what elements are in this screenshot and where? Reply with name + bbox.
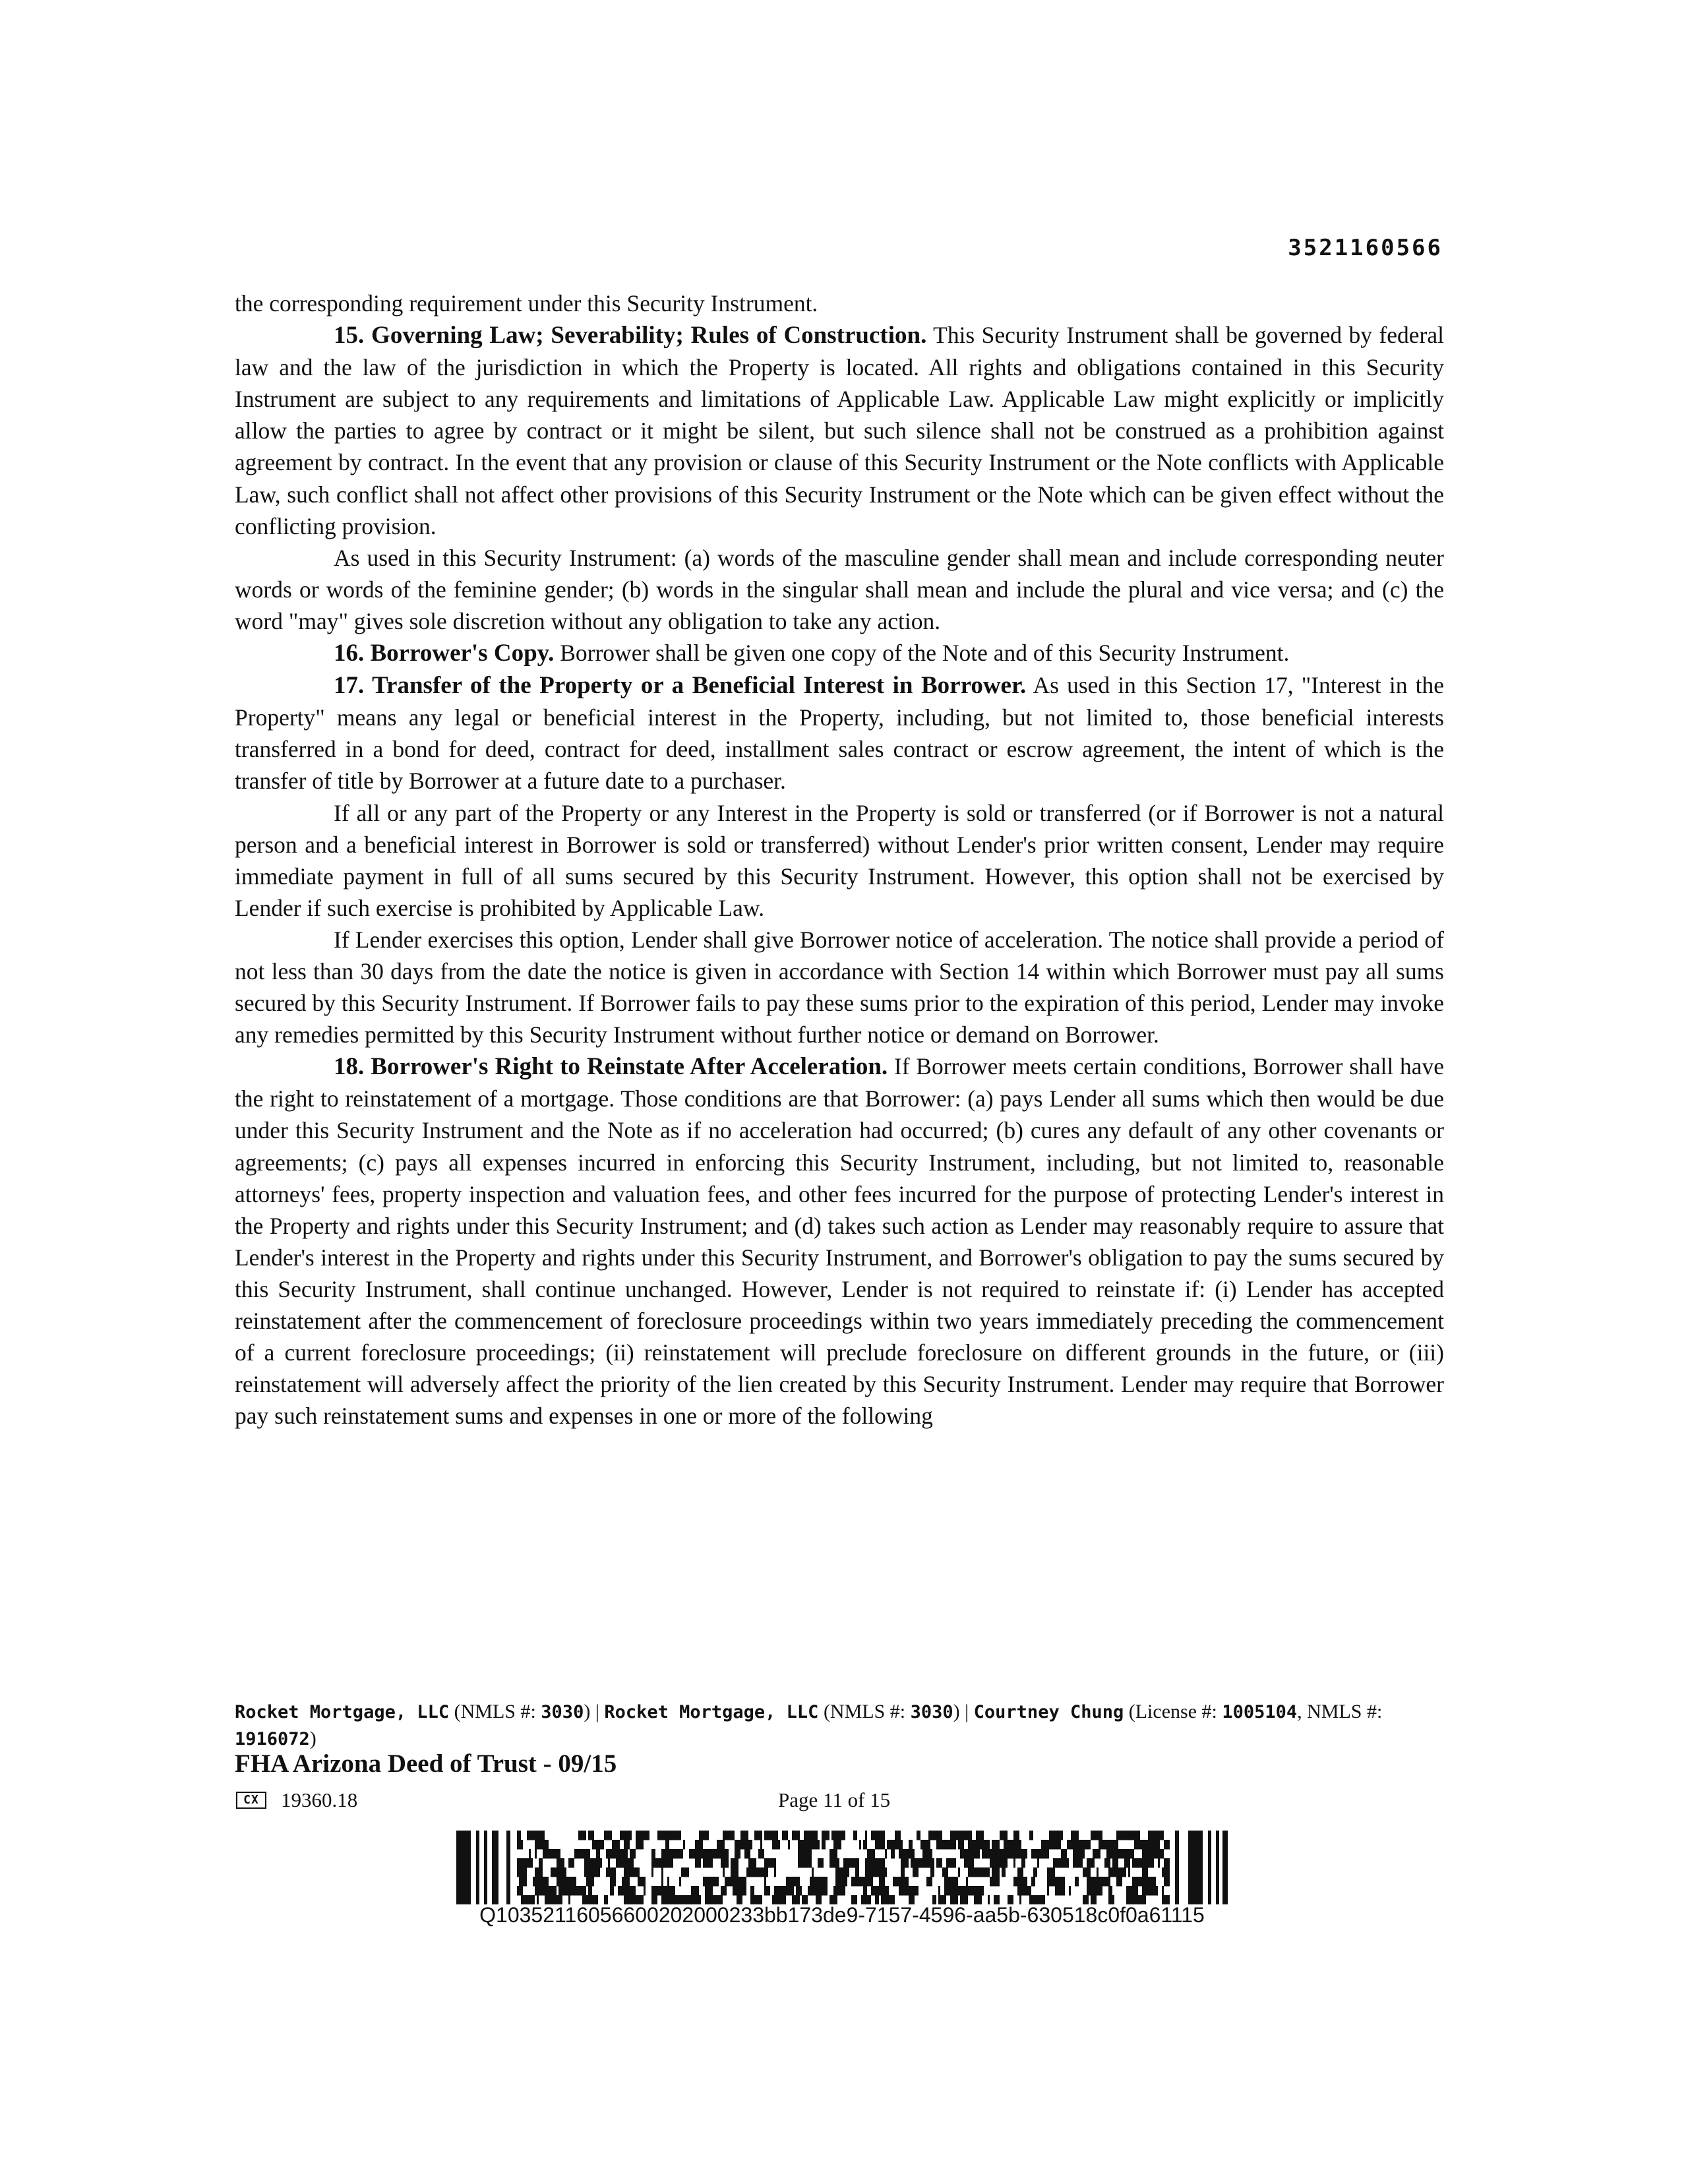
license-label: (License #: xyxy=(1124,1701,1222,1722)
nmls-label-3: , NMLS #: xyxy=(1297,1701,1383,1722)
lender-name-2: Rocket Mortgage, LLC xyxy=(604,1702,819,1722)
license-number: 1005104 xyxy=(1222,1702,1298,1722)
form-title: FHA Arizona Deed of Trust - 09/15 xyxy=(235,1749,617,1778)
originator-name: Courtney Chung xyxy=(973,1702,1124,1722)
section-18-text: If Borrower meets certain conditions, Borrower shall have the right to reinstatement of a mortgage. Those conditions are that Borrower: (a) pays Lender all sums which then would be due under this Security Instrument and the Note as if no acceleration had occurred; (b) cures any default of any other covenants or agreements; (c) pays all expenses incurred in enforcing this Security Instrument, including, but not limited to, reasonable attorneys' fees, property inspection and valuation fees, and other fees incurred for the purpose of protecting Lender's interest in the Property and rights under this Security Instrument; and (d) takes such action as Lender may reasonably require to assure that Lender's interest in the Property and rights under this Security Instrument, and Borrower's obligation to pay the sums secured by this Security Instrument, shall continue unchanged. However, Lender is not required to reinstate if: (i) Lender has accepted reinstatement after the commencement of foreclosure proceedings within two years immediately preceding the commencement of a current foreclosure proceedings; (ii) reinstatement will preclude foreclosure on different grounds in the future, or (iii) reinstatement will adversely affect the priority of the lien created by this Security Instrument. Lender may require that Borrower pay such reinstatement sums and expenses in one or more of the following xyxy=(235,1053,1444,1430)
page-number: Page 11 of 15 xyxy=(778,1788,891,1811)
section-15-paragraph-2: As used in this Security Instrument: (a) words of the masculine gender shall mean and include corresponding neuter words or words of the feminine gender; (b) words in the singular shall mean and include the plural and vice versa; and (c) the word "may" gives sole discretion without any obligation to take any action. xyxy=(235,544,1444,634)
loan-number: 3521160566 xyxy=(1288,235,1443,261)
section-17-heading: 17. Transfer of the Property or a Beneficial Interest in Borrower. xyxy=(334,672,1027,700)
section-15-text: This Security Instrument shall be governed by federal law and the law of the jurisdiction in which the Property is located. All rights and obligations contained in this Security Instrument are subject to any requirements and limitations of Applicable Law. Applicable Law might explicitly or implicitly allow the parties to agree by contract or it might be silent, but such silence shall not be construed as a prohibition against agreement by contract. In the event that any provision or clause of this Security Instrument or the Note conflicts with Applicable Law, such conflict shall not affect other provisions of this Security Instrument or the Note which can be given effect without the conflicting provision. xyxy=(235,322,1445,539)
lender-info xyxy=(235,1699,1444,1753)
nmls-number-2: 3030 xyxy=(910,1702,953,1722)
form-code xyxy=(236,1788,357,1812)
section-15-paragraph xyxy=(235,319,1444,542)
section-15-heading: 15. Governing Law; Severability; Rules of Construction. xyxy=(334,322,927,349)
section-17-paragraph-2: If all or any part of the Property or any Interest in the Property is sold or transferred (or if Borrower is not a natural person and a beneficial interest in Borrower is sold or transferred) without Lender's prior written consent, Lender may require immediate payment in full of all sums secured by this Security Instrument. However, this option shall not be exercised by Lender if such exercise is prohibited by Applicable Law. xyxy=(235,799,1444,921)
close-paren: ) xyxy=(309,1728,316,1749)
nmls-number: 3030 xyxy=(541,1702,584,1722)
nmls-number-3: 1916072 xyxy=(235,1729,310,1749)
separator-2: ) | xyxy=(953,1701,974,1722)
barcode-text: Q10352116056600202000233bb173de9-7157-4596-aa5b-630518c0f0a61115 xyxy=(479,1903,1205,1927)
section-16-heading: 16. Borrower's Copy. xyxy=(334,640,555,667)
section-18-paragraph xyxy=(235,1050,1444,1432)
lender-name: Rocket Mortgage, LLC xyxy=(235,1702,450,1722)
section-18-heading: 18. Borrower's Right to Reinstate After Acceleration. xyxy=(334,1053,888,1081)
document-body xyxy=(235,288,1444,1432)
nmls-label-2: (NMLS #: xyxy=(818,1701,911,1722)
section-17-text: As used in this Section 17, "Interest in the Property" means any legal or beneficial interest in the Property, including, but not limited to, those beneficial interests transferred in a bond for deed, contract for deed, installment sales contract or escrow agreement, the intent of which is the transfer of title by Borrower at a future date to a purchaser. xyxy=(235,672,1444,795)
section-17-paragraph xyxy=(235,669,1444,797)
barcode-image xyxy=(456,1831,1228,1904)
cx-logo-icon: CX xyxy=(236,1792,266,1809)
section-17-paragraph-3: If Lender exercises this option, Lender shall give Borrower notice of acceleration. The notice shall provide a period of not less than 30 days from the date the notice is given in accordance with Section 14 within which Borrower must pay all sums secured by this Security Instrument. If Borrower fails to pay these sums prior to the expiration of this period, Lender may invoke any remedies permitted by this Security Instrument without further notice or demand on Borrower. xyxy=(235,926,1444,1048)
section-16-paragraph xyxy=(235,637,1444,669)
nmls-label: (NMLS #: xyxy=(449,1701,541,1722)
continuation-paragraph: the corresponding requirement under this Security Instrument. xyxy=(235,290,818,317)
separator: ) | xyxy=(584,1701,605,1722)
form-code-number: 19360.18 xyxy=(281,1788,358,1811)
section-16-text: Borrower shall be given one copy of the Note and of this Security Instrument. xyxy=(554,640,1290,667)
